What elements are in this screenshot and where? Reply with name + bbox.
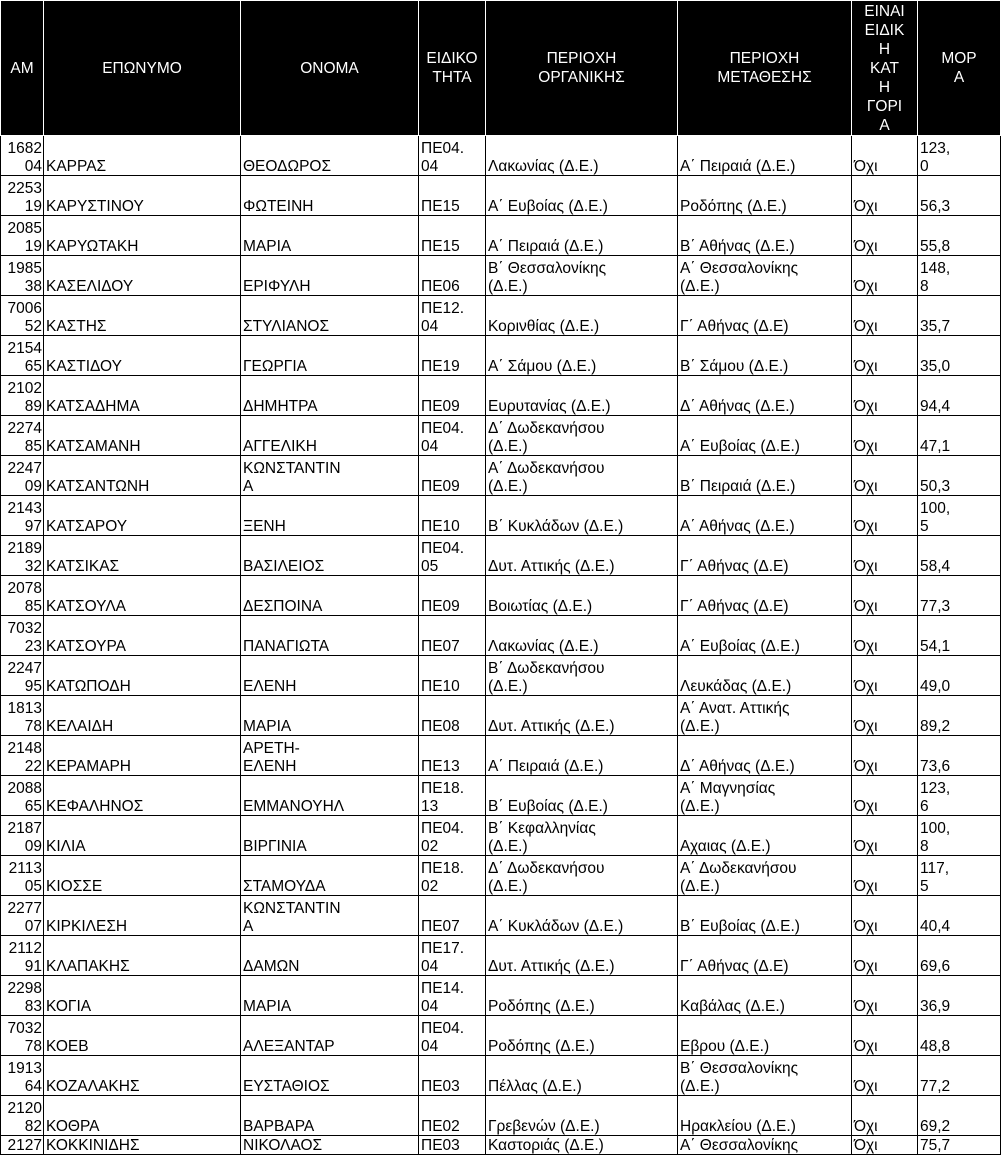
cell-points: 77,3 — [918, 576, 1001, 616]
cell-organic-area: Β΄ Δωδεκανήσου (Δ.Ε.) — [486, 656, 678, 696]
table-body — [1, 136, 1001, 1155]
cell-surname: ΚΕΛΑΙΔΗ — [44, 696, 241, 736]
cell-name: ΒΙΡΓΙΝΙΑ — [241, 816, 419, 856]
cell-organic-area: Α΄ Κυκλάδων (Δ.Ε.) — [486, 896, 678, 936]
cell-specialty: ΠΕ09 — [419, 456, 486, 496]
cell-transfer-area: Α΄ Μαγνησίας (Δ.Ε.) — [678, 776, 852, 816]
cell-special-category: Όχι — [852, 736, 918, 776]
cell-name: ΞΕΝΗ — [241, 496, 419, 536]
cell-surname: ΚΑΤΩΠΟΔΗ — [44, 656, 241, 696]
cell-transfer-area: Β΄ Ευβοίας (Δ.Ε.) — [678, 896, 852, 936]
cell-name: ΝΙΚΟΛΑΟΣ — [241, 1136, 419, 1155]
table-row — [1, 376, 1001, 416]
cell-am: 7006 52 — [1, 296, 44, 336]
cell-points: 56,3 — [918, 176, 1001, 216]
cell-am: 2102 89 — [1, 376, 44, 416]
cell-specialty: ΠΕ03 — [419, 1056, 486, 1096]
cell-transfer-area: Α΄ Αθήνας (Δ.Ε.) — [678, 496, 852, 536]
cell-points: 54,1 — [918, 616, 1001, 656]
cell-transfer-area: Δ΄ Αθήνας (Δ.Ε.) — [678, 376, 852, 416]
cell-name: ΦΩΤΕΙΝΗ — [241, 176, 419, 216]
cell-specialty: ΠΕ15 — [419, 216, 486, 256]
cell-points: 49,0 — [918, 656, 1001, 696]
cell-name: ΑΡΕΤΗ- ΕΛΕΝΗ — [241, 736, 419, 776]
cell-organic-area: Λακωνίας (Δ.Ε.) — [486, 136, 678, 176]
cell-name: ΜΑΡΙΑ — [241, 216, 419, 256]
cell-points: 117, 5 — [918, 856, 1001, 896]
cell-transfer-area: Α΄ Ευβοίας (Δ.Ε.) — [678, 416, 852, 456]
cell-special-category: Όχι — [852, 856, 918, 896]
cell-transfer-area: Δ΄ Αθήνας (Δ.Ε.) — [678, 736, 852, 776]
cell-am: 1913 64 — [1, 1056, 44, 1096]
cell-surname: ΚΟΘΡΑ — [44, 1096, 241, 1136]
cell-points: 123, 6 — [918, 776, 1001, 816]
cell-am: 2127 — [1, 1136, 44, 1155]
table-row — [1, 216, 1001, 256]
cell-surname: ΚΟΖΑΛΑΚΗΣ — [44, 1056, 241, 1096]
cell-transfer-area: Β΄ Αθήνας (Δ.Ε.) — [678, 216, 852, 256]
header-am: ΑΜ — [1, 1, 44, 136]
cell-am: 2154 65 — [1, 336, 44, 376]
cell-transfer-area: Β΄ Σάμου (Δ.Ε.) — [678, 336, 852, 376]
table-row — [1, 336, 1001, 376]
cell-surname: ΚΕΦΑΛΗΝΟΣ — [44, 776, 241, 816]
cell-am: 2078 85 — [1, 576, 44, 616]
cell-organic-area: Α΄ Ευβοίας (Δ.Ε.) — [486, 176, 678, 216]
cell-transfer-area: Γ΄ Αθήνας (Δ.Ε) — [678, 936, 852, 976]
cell-name: ΘΕΟΔΩΡΟΣ — [241, 136, 419, 176]
cell-special-category: Όχι — [852, 776, 918, 816]
cell-surname: ΚΙΡΚΙΛΕΣΗ — [44, 896, 241, 936]
cell-name: ΑΛΕΞΑΝΤΑΡ — [241, 1016, 419, 1056]
cell-specialty: ΠΕ07 — [419, 896, 486, 936]
cell-transfer-area: Αχαιας (Δ.Ε.) — [678, 816, 852, 856]
cell-specialty: ΠΕ06 — [419, 256, 486, 296]
cell-surname: ΚΑΤΣΙΚΑΣ — [44, 536, 241, 576]
cell-transfer-area: Γ΄ Αθήνας (Δ.Ε) — [678, 296, 852, 336]
cell-organic-area: Λακωνίας (Δ.Ε.) — [486, 616, 678, 656]
cell-special-category: Όχι — [852, 896, 918, 936]
cell-name: ΣΤΥΛΙΑΝΟΣ — [241, 296, 419, 336]
cell-organic-area: Β΄ Κυκλάδων (Δ.Ε.) — [486, 496, 678, 536]
header-points: ΜΟΡ Α — [918, 1, 1001, 136]
cell-transfer-area: Γ΄ Αθήνας (Δ.Ε) — [678, 576, 852, 616]
cell-transfer-area: Α΄ Δωδεκανήσου (Δ.Ε.) — [678, 856, 852, 896]
cell-surname: ΚΑΣΤΙΔΟΥ — [44, 336, 241, 376]
cell-special-category: Όχι — [852, 656, 918, 696]
cell-name: ΔΗΜΗΤΡΑ — [241, 376, 419, 416]
cell-specialty: ΠΕ04. 02 — [419, 816, 486, 856]
cell-am: 2148 22 — [1, 736, 44, 776]
header-special-category: ΕΙΝΑΙ ΕΙΔΙΚ Η ΚΑΤ Η ΓΟΡΙ Α — [852, 1, 918, 136]
cell-transfer-area: Γ΄ Αθήνας (Δ.Ε) — [678, 536, 852, 576]
cell-special-category: Όχι — [852, 1096, 918, 1136]
cell-organic-area: Πέλλας (Δ.Ε.) — [486, 1056, 678, 1096]
cell-am: 2088 65 — [1, 776, 44, 816]
table-row — [1, 776, 1001, 816]
cell-organic-area: Α΄ Δωδεκανήσου (Δ.Ε.) — [486, 456, 678, 496]
cell-transfer-area: Καβάλας (Δ.Ε.) — [678, 976, 852, 1016]
cell-name: ΠΑΝΑΓΙΩΤΑ — [241, 616, 419, 656]
cell-surname: ΚΑΡΥΩΤΑΚΗ — [44, 216, 241, 256]
cell-organic-area: Ευρυτανίας (Δ.Ε.) — [486, 376, 678, 416]
cell-name: ΕΜΜΑΝΟΥΗΛ — [241, 776, 419, 816]
cell-transfer-area: Α΄ Ανατ. Αττικής (Δ.Ε.) — [678, 696, 852, 736]
cell-am: 2253 19 — [1, 176, 44, 216]
cell-points: 69,6 — [918, 936, 1001, 976]
cell-name: ΔΕΣΠΟΙΝΑ — [241, 576, 419, 616]
table-row — [1, 1136, 1001, 1155]
cell-surname: ΚΑΤΣΑΡΟΥ — [44, 496, 241, 536]
cell-specialty: ΠΕ14. 04 — [419, 976, 486, 1016]
table-header — [1, 1, 1001, 136]
header-row — [1, 1, 1001, 136]
table-row — [1, 936, 1001, 976]
cell-am: 1813 78 — [1, 696, 44, 736]
cell-surname: ΚΕΡΑΜΑΡΗ — [44, 736, 241, 776]
cell-special-category: Όχι — [852, 1136, 918, 1155]
cell-surname: ΚΑΣΤΗΣ — [44, 296, 241, 336]
table-row — [1, 576, 1001, 616]
cell-am: 1985 38 — [1, 256, 44, 296]
cell-organic-area: Δυτ. Αττικής (Δ.Ε.) — [486, 936, 678, 976]
header-surname: ΕΠΩΝΥΜΟ — [44, 1, 241, 136]
cell-transfer-area: Ηρακλείου (Δ.Ε.) — [678, 1096, 852, 1136]
cell-special-category: Όχι — [852, 176, 918, 216]
cell-organic-area: Δ΄ Δωδεκανήσου (Δ.Ε.) — [486, 416, 678, 456]
cell-specialty: ΠΕ18. 02 — [419, 856, 486, 896]
cell-am: 2247 95 — [1, 656, 44, 696]
cell-organic-area: Ροδόπης (Δ.Ε.) — [486, 976, 678, 1016]
cell-organic-area: Β΄ Κεφαλληνίας (Δ.Ε.) — [486, 816, 678, 856]
cell-points: 123, 0 — [918, 136, 1001, 176]
cell-specialty: ΠΕ10 — [419, 656, 486, 696]
cell-am: 2187 09 — [1, 816, 44, 856]
cell-surname: ΚΑΤΣΟΥΛΑ — [44, 576, 241, 616]
cell-special-category: Όχι — [852, 216, 918, 256]
cell-transfer-area: Β΄ Θεσσαλονίκης (Δ.Ε.) — [678, 1056, 852, 1096]
cell-transfer-area: Α΄ Θεσσαλονίκης — [678, 1136, 852, 1155]
cell-name: ΜΑΡΙΑ — [241, 976, 419, 1016]
cell-specialty: ΠΕ09 — [419, 576, 486, 616]
cell-special-category: Όχι — [852, 136, 918, 176]
cell-points: 75,7 — [918, 1136, 1001, 1155]
cell-specialty: ΠΕ17. 04 — [419, 936, 486, 976]
cell-am: 2247 09 — [1, 456, 44, 496]
cell-am: 2189 32 — [1, 536, 44, 576]
table-row — [1, 816, 1001, 856]
cell-points: 100, 8 — [918, 816, 1001, 856]
cell-points: 50,3 — [918, 456, 1001, 496]
cell-special-category: Όχι — [852, 496, 918, 536]
cell-special-category: Όχι — [852, 936, 918, 976]
cell-name: ΚΩΝΣΤΑΝΤΙΝ Α — [241, 456, 419, 496]
cell-points: 47,1 — [918, 416, 1001, 456]
cell-name: ΕΥΣΤΑΘΙΟΣ — [241, 1056, 419, 1096]
table-row — [1, 656, 1001, 696]
cell-am: 2298 83 — [1, 976, 44, 1016]
cell-points: 36,9 — [918, 976, 1001, 1016]
cell-points: 69,2 — [918, 1096, 1001, 1136]
cell-special-category: Όχι — [852, 1056, 918, 1096]
cell-organic-area: Β΄ Θεσσαλονίκης (Δ.Ε.) — [486, 256, 678, 296]
cell-organic-area: Δυτ. Αττικής (Δ.Ε.) — [486, 536, 678, 576]
cell-name: ΑΓΓΕΛΙΚΗ — [241, 416, 419, 456]
table-row — [1, 416, 1001, 456]
table-row — [1, 136, 1001, 176]
cell-organic-area: Δυτ. Αττικής (Δ.Ε.) — [486, 696, 678, 736]
cell-points: 89,2 — [918, 696, 1001, 736]
cell-name: ΕΛΕΝΗ — [241, 656, 419, 696]
cell-transfer-area: Α΄ Πειραιά (Δ.Ε.) — [678, 136, 852, 176]
cell-points: 55,8 — [918, 216, 1001, 256]
cell-specialty: ΠΕ18. 13 — [419, 776, 486, 816]
cell-organic-area: Ροδόπης (Δ.Ε.) — [486, 1016, 678, 1056]
cell-points: 148, 8 — [918, 256, 1001, 296]
cell-organic-area: Α΄ Πειραιά (Δ.Ε.) — [486, 216, 678, 256]
cell-specialty: ΠΕ12. 04 — [419, 296, 486, 336]
cell-special-category: Όχι — [852, 1016, 918, 1056]
cell-transfer-area: Λευκάδας (Δ.Ε.) — [678, 656, 852, 696]
cell-surname: ΚΑΡΡΑΣ — [44, 136, 241, 176]
cell-points: 73,6 — [918, 736, 1001, 776]
cell-transfer-area: Ροδόπης (Δ.Ε.) — [678, 176, 852, 216]
cell-points: 35,0 — [918, 336, 1001, 376]
cell-name: ΣΤΑΜΟΥΔΑ — [241, 856, 419, 896]
cell-am: 7032 23 — [1, 616, 44, 656]
table-row — [1, 1096, 1001, 1136]
cell-surname: ΚΑΣΕΛΙΔΟΥ — [44, 256, 241, 296]
cell-surname: ΚΟΓΙΑ — [44, 976, 241, 1016]
cell-specialty: ΠΕ02 — [419, 1096, 486, 1136]
cell-special-category: Όχι — [852, 376, 918, 416]
table-row — [1, 976, 1001, 1016]
cell-surname: ΚΟΚΚΙΝΙΔΗΣ — [44, 1136, 241, 1155]
cell-special-category: Όχι — [852, 456, 918, 496]
cell-organic-area: Β΄ Ευβοίας (Δ.Ε.) — [486, 776, 678, 816]
table-row — [1, 176, 1001, 216]
cell-specialty: ΠΕ04. 04 — [419, 136, 486, 176]
cell-specialty: ΠΕ07 — [419, 616, 486, 656]
cell-specialty: ΠΕ04. 04 — [419, 1016, 486, 1056]
cell-name: ΔΑΜΩΝ — [241, 936, 419, 976]
header-organic-area: ΠΕΡΙΟΧΗ ΟΡΓΑΝΙΚΗΣ — [486, 1, 678, 136]
cell-am: 7032 78 — [1, 1016, 44, 1056]
cell-name: ΒΑΡΒΑΡΑ — [241, 1096, 419, 1136]
cell-specialty: ΠΕ13 — [419, 736, 486, 776]
cell-special-category: Όχι — [852, 696, 918, 736]
header-specialty: ΕΙΔΙΚΟ ΤΗΤΑ — [419, 1, 486, 136]
cell-special-category: Όχι — [852, 256, 918, 296]
cell-organic-area: Α΄ Σάμου (Δ.Ε.) — [486, 336, 678, 376]
cell-name: ΚΩΝΣΤΑΝΤΙΝ Α — [241, 896, 419, 936]
cell-surname: ΚΙΟΣΣΕ — [44, 856, 241, 896]
cell-am: 1682 04 — [1, 136, 44, 176]
table-row — [1, 856, 1001, 896]
cell-organic-area: Κορινθίας (Δ.Ε.) — [486, 296, 678, 336]
cell-points: 58,4 — [918, 536, 1001, 576]
cell-surname: ΚΙΛΙΑ — [44, 816, 241, 856]
cell-special-category: Όχι — [852, 536, 918, 576]
table-row — [1, 496, 1001, 536]
header-name: ΟΝΟΜΑ — [241, 1, 419, 136]
cell-special-category: Όχι — [852, 816, 918, 856]
table-row — [1, 616, 1001, 656]
table-row — [1, 1016, 1001, 1056]
cell-points: 100, 5 — [918, 496, 1001, 536]
cell-transfer-area: Εβρου (Δ.Ε.) — [678, 1016, 852, 1056]
table-row — [1, 696, 1001, 736]
cell-surname: ΚΑΤΣΑΔΗΜΑ — [44, 376, 241, 416]
cell-special-category: Όχι — [852, 976, 918, 1016]
cell-organic-area: Α΄ Πειραιά (Δ.Ε.) — [486, 736, 678, 776]
cell-surname: ΚΟΕΒ — [44, 1016, 241, 1056]
cell-specialty: ΠΕ10 — [419, 496, 486, 536]
cell-points: 40,4 — [918, 896, 1001, 936]
cell-specialty: ΠΕ15 — [419, 176, 486, 216]
cell-surname: ΚΑΤΣΟΥΡΑ — [44, 616, 241, 656]
cell-name: ΓΕΩΡΓΙΑ — [241, 336, 419, 376]
cell-special-category: Όχι — [852, 616, 918, 656]
cell-specialty: ΠΕ08 — [419, 696, 486, 736]
header-transfer-area: ΠΕΡΙΟΧΗ ΜΕΤΑΘΕΣΗΣ — [678, 1, 852, 136]
cell-points: 48,8 — [918, 1016, 1001, 1056]
cell-points: 77,2 — [918, 1056, 1001, 1096]
cell-am: 2120 82 — [1, 1096, 44, 1136]
cell-name: ΒΑΣΙΛΕΙΟΣ — [241, 536, 419, 576]
table-row — [1, 456, 1001, 496]
cell-special-category: Όχι — [852, 336, 918, 376]
cell-specialty: ΠΕ04. 04 — [419, 416, 486, 456]
cell-transfer-area: Α΄ Ευβοίας (Δ.Ε.) — [678, 616, 852, 656]
cell-name: ΜΑΡΙΑ — [241, 696, 419, 736]
cell-organic-area: Γρεβενών (Δ.Ε.) — [486, 1096, 678, 1136]
table-row — [1, 736, 1001, 776]
cell-specialty: ΠΕ19 — [419, 336, 486, 376]
table-row — [1, 256, 1001, 296]
table-row — [1, 896, 1001, 936]
cell-am: 2143 97 — [1, 496, 44, 536]
cell-surname: ΚΑΡΥΣΤΙΝΟΥ — [44, 176, 241, 216]
cell-surname: ΚΑΤΣΑΝΤΩΝΗ — [44, 456, 241, 496]
cell-specialty: ΠΕ03 — [419, 1136, 486, 1155]
cell-specialty: ΠΕ04. 05 — [419, 536, 486, 576]
cell-surname: ΚΛΑΠΑΚΗΣ — [44, 936, 241, 976]
cell-am: 2085 19 — [1, 216, 44, 256]
cell-points: 35,7 — [918, 296, 1001, 336]
cell-organic-area: Καστοριάς (Δ.Ε.) — [486, 1136, 678, 1155]
cell-special-category: Όχι — [852, 416, 918, 456]
cell-points: 94,4 — [918, 376, 1001, 416]
cell-specialty: ΠΕ09 — [419, 376, 486, 416]
cell-am: 2112 91 — [1, 936, 44, 976]
cell-organic-area: Βοιωτίας (Δ.Ε.) — [486, 576, 678, 616]
cell-special-category: Όχι — [852, 576, 918, 616]
cell-am: 2274 85 — [1, 416, 44, 456]
cell-am: 2277 07 — [1, 896, 44, 936]
cell-am: 2113 05 — [1, 856, 44, 896]
cell-special-category: Όχι — [852, 296, 918, 336]
table-row — [1, 1056, 1001, 1096]
table-row — [1, 296, 1001, 336]
cell-transfer-area: Α΄ Θεσσαλονίκης (Δ.Ε.) — [678, 256, 852, 296]
cell-organic-area: Δ΄ Δωδεκανήσου (Δ.Ε.) — [486, 856, 678, 896]
cell-surname: ΚΑΤΣΑΜΑΝΗ — [44, 416, 241, 456]
cell-name: ΕΡΙΦΥΛΗ — [241, 256, 419, 296]
table-row — [1, 536, 1001, 576]
cell-transfer-area: Β΄ Πειραιά (Δ.Ε.) — [678, 456, 852, 496]
